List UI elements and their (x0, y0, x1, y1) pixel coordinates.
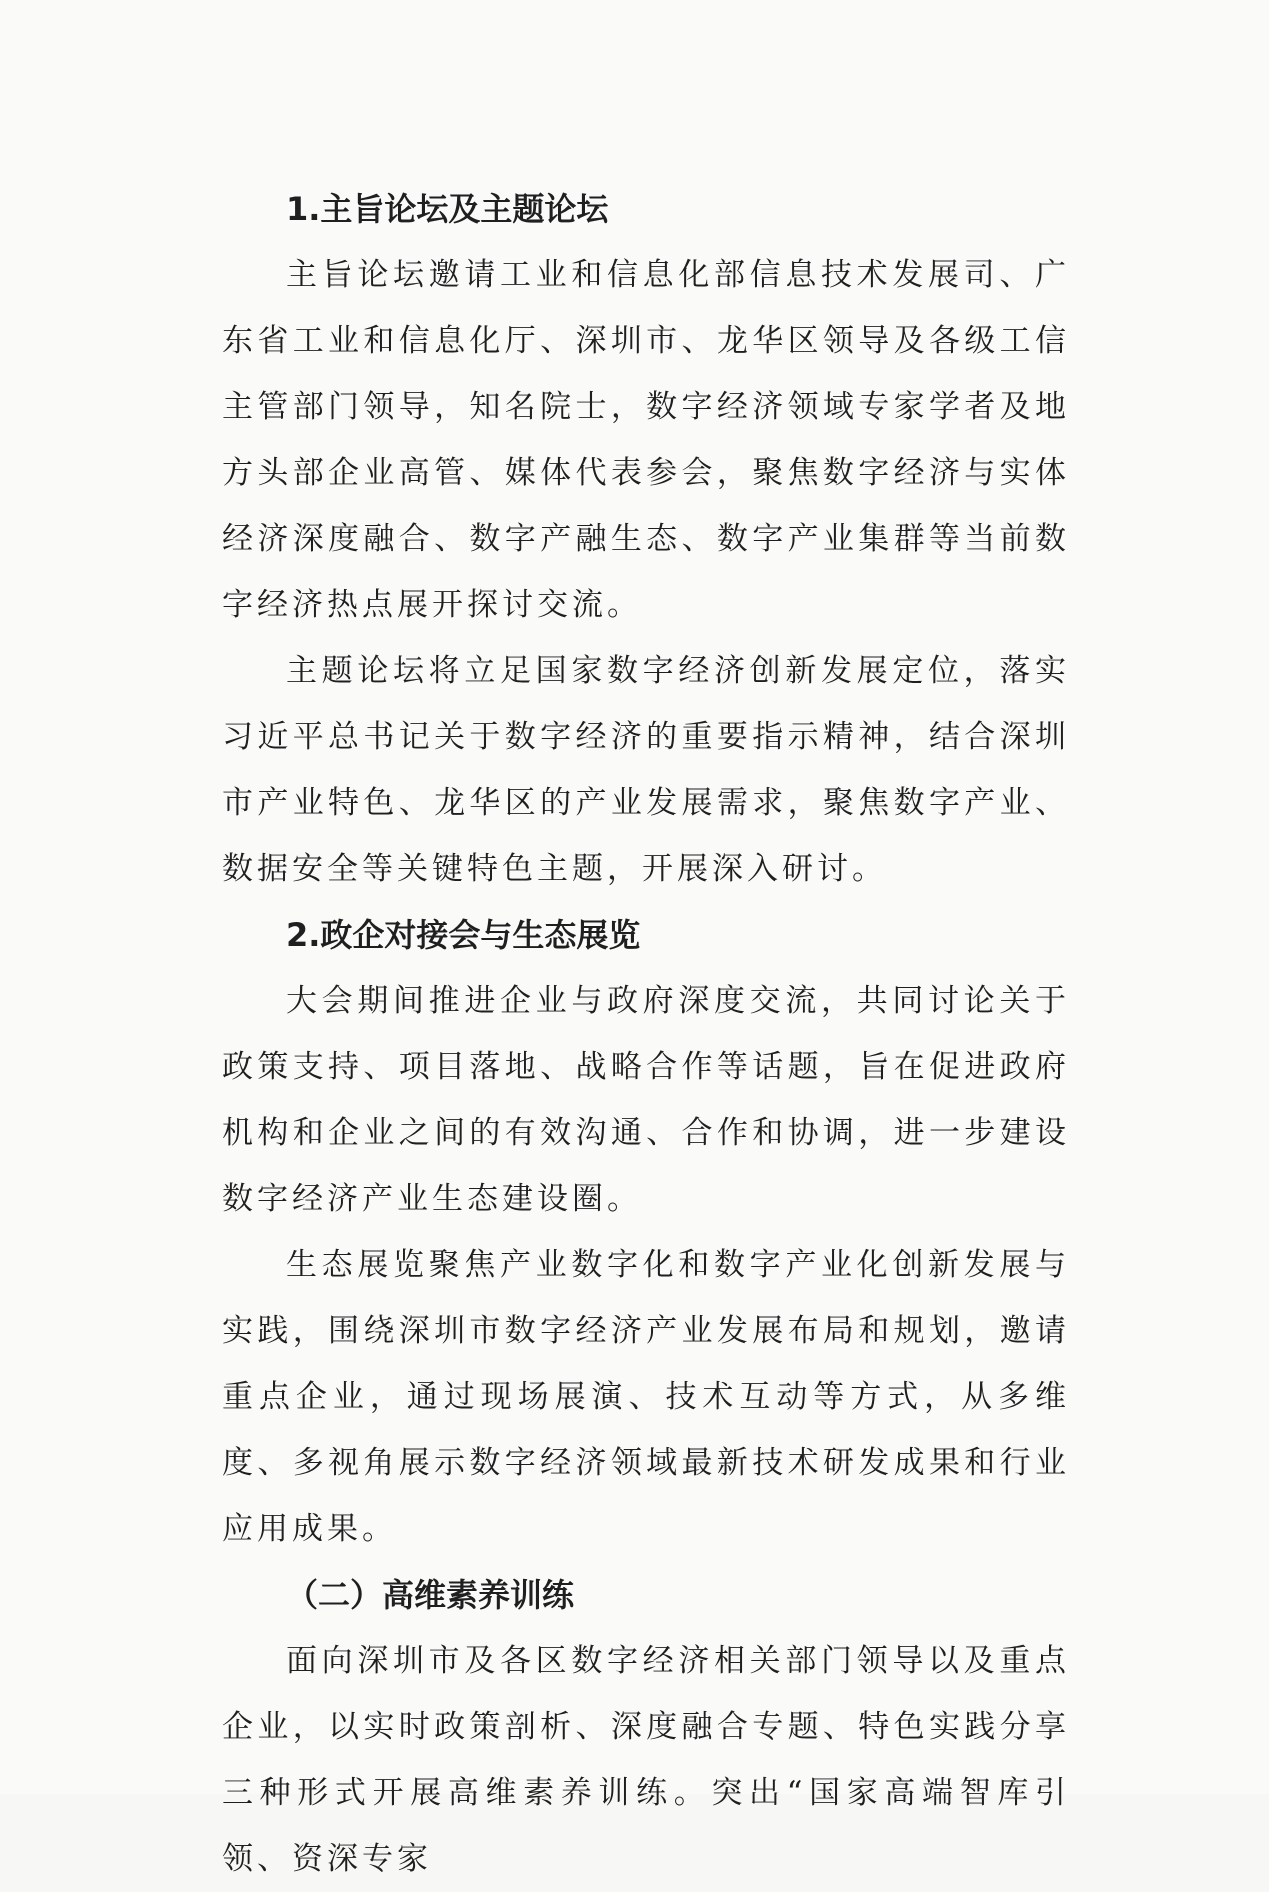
paragraph-2-1: 大会期间推进企业与政府深度交流，共同讨论关于政策支持、项目落地、战略合作等话题，旨在促进政府机构和企业之间的有效沟通、合作和协调，进一步建设数字经济产业生态建设圈。 (222, 983, 1070, 1217)
document-body (222, 176, 1070, 1892)
paragraph-2-2: 生态展览聚焦产业数字化和数字产业化创新发展与实践，围绕深圳市数字经济产业发展布局和规划，邀请重点企业，通过现场展演、技术互动等方式，从多维度、多视角展示数字经济领域最新技术研发成果和行业应用成果。 (222, 1247, 1070, 1547)
paragraph-1-1: 主旨论坛邀请工业和信息化部信息技术发展司、广东省工业和信息化厅、深圳市、龙华区领导及各级工信主管部门领导，知名院士，数字经济领域专家学者及地方头部企业高管、媒体代表参会，聚焦数字经济与实体经济深度融合、数字产融生态、数字产业集群等当前数字经济热点展开探讨交流。 (222, 257, 1070, 623)
section-heading-2: 2.政企对接会与生态展览 (286, 916, 641, 954)
paragraph-1-2: 主题论坛将立足国家数字经济创新发展定位，落实习近平总书记关于数字经济的重要指示精神，结合深圳市产业特色、龙华区的产业发展需求，聚焦数字产业、数据安全等关键特色主题，开展深入研讨。 (222, 653, 1070, 887)
section-heading-3: （二）高维素养训练 (286, 1576, 575, 1614)
paragraph-3-1: 面向深圳市及各区数字经济相关部门领导以及重点企业，以实时政策剖析、深度融合专题、特色实践分享三种形式开展高维素养训练。突出“国家高端智库引领、资深专家 (222, 1643, 1070, 1877)
section-heading-1: 1.主旨论坛及主题论坛 (286, 190, 609, 228)
